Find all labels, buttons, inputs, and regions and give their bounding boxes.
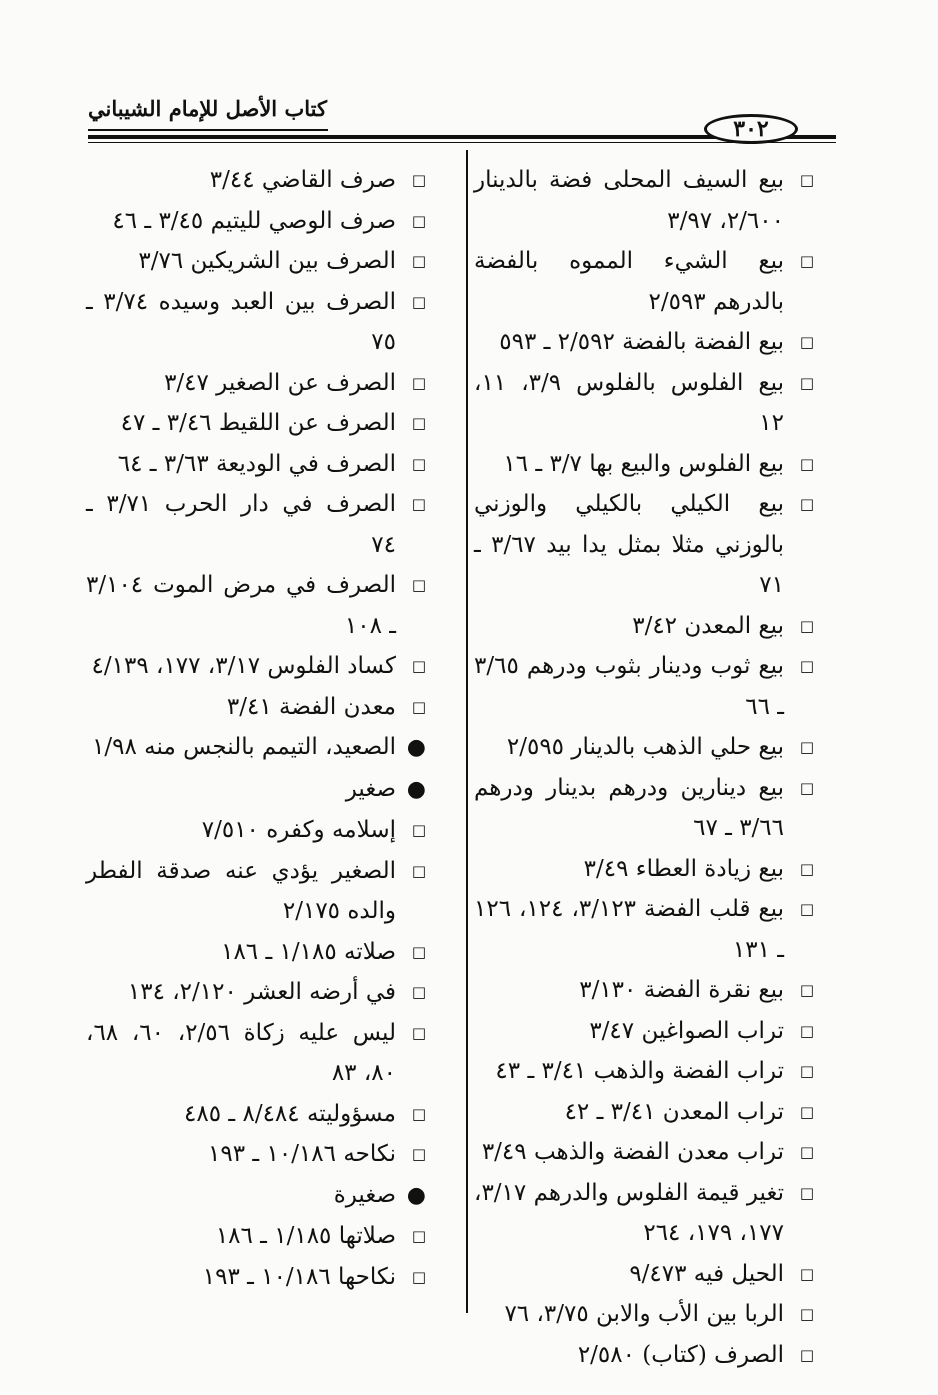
square-bullet-icon: □ — [799, 171, 814, 189]
index-entry — [86, 160, 426, 201]
index-entry-text: صغير — [345, 775, 396, 802]
square-bullet-icon: □ — [411, 942, 426, 961]
index-entry-text: بيع المعدن ٣/٤٢ — [632, 612, 784, 639]
index-column-left — [86, 160, 426, 1297]
square-bullet-icon: □ — [799, 657, 814, 675]
index-entry-text: بيع الفضة بالفضة ٢/٥٩٢ ـ ٥٩٣ — [499, 329, 784, 355]
index-entry — [86, 646, 426, 687]
column-divider — [466, 150, 468, 1313]
index-entry-text: بيع السيف المحلى فضة بالدينار ٢/٦٠٠، ٣/٩٧ — [474, 167, 784, 234]
index-entry-text: الصرف في مرض الموت ٣/١٠٤ ـ ١٠٨ — [86, 572, 396, 639]
index-entry — [474, 1335, 814, 1376]
square-bullet-icon: □ — [799, 859, 814, 878]
index-entry — [474, 646, 814, 727]
index-entry-text: نكاحها ١٠/١٨٦ ـ ١٩٣ — [202, 1263, 396, 1290]
square-bullet-icon: □ — [799, 1062, 814, 1080]
index-entry — [474, 241, 814, 322]
index-entry — [86, 282, 426, 363]
index-entry-text: مسؤوليته ٨/٤٨٤ ـ ٤٨٥ — [184, 1100, 396, 1127]
index-entry — [86, 484, 426, 565]
index-entry-text: صرف الوصي لليتيم ٣/٤٥ ـ ٤٦ — [112, 207, 396, 234]
index-entry-text: الصرف في دار الحرب ٣/٧١ ـ ٧٤ — [86, 491, 396, 558]
index-entry-text: صلاتها ١/١٨٥ ـ ١٨٦ — [215, 1223, 396, 1249]
square-bullet-icon: □ — [799, 252, 814, 270]
title-underline — [88, 129, 328, 131]
index-entry-text: بيع الكيلي بالكيلي والوزني بالوزني مثلا بمثل يدا بيد ٣/٦٧ ـ ٧١ — [474, 491, 784, 598]
index-entry — [86, 1175, 426, 1217]
square-bullet-icon: □ — [799, 1305, 814, 1323]
index-entry — [86, 727, 426, 769]
square-bullet-icon: □ — [411, 414, 426, 432]
square-bullet-icon: □ — [799, 495, 814, 513]
index-entry-text: بيع زيادة العطاء ٣/٤٩ — [583, 855, 784, 882]
index-entry-text: بيع الفلوس والبيع بها ٣/٧ ـ ١٦ — [503, 450, 784, 477]
index-entry — [474, 889, 814, 970]
square-bullet-icon: □ — [411, 252, 426, 270]
square-bullet-icon: □ — [411, 576, 426, 594]
index-entry — [474, 849, 814, 890]
square-bullet-icon: □ — [411, 1267, 426, 1286]
square-bullet-icon: □ — [799, 981, 814, 999]
index-entry — [86, 403, 426, 444]
square-bullet-icon: □ — [411, 373, 426, 392]
index-entry-text: تراب المعدن ٣/٤١ ـ ٤٢ — [564, 1098, 784, 1125]
index-entry — [86, 932, 426, 973]
index-entry-text: الصرف عن اللقيط ٣/٤٦ ـ ٤٧ — [120, 410, 396, 436]
index-entry — [474, 727, 814, 768]
page-number: ٣٠٢ — [733, 116, 769, 142]
index-entry — [474, 322, 814, 363]
square-bullet-icon: □ — [411, 1023, 427, 1042]
index-entry — [86, 972, 426, 1013]
index-entry-text: نكاحه ١٠/١٨٦ ـ ١٩٣ — [208, 1141, 396, 1167]
bullet-icon: ● — [406, 1182, 426, 1208]
index-entry-text: صغيرة — [333, 1181, 396, 1208]
square-bullet-icon: □ — [799, 454, 814, 473]
bullet-icon: ● — [406, 776, 426, 802]
index-entry — [474, 1051, 814, 1092]
bullet-icon: ● — [406, 735, 426, 760]
index-entry-text: بيع ثوب ودينار بثوب ودرهم ٣/٦٥ ـ ٦٦ — [474, 653, 784, 720]
index-entry-text: الربا بين الأب والابن ٣/٧٥، ٧٦ — [504, 1301, 784, 1327]
index-entry-text: الصعيد، التيمم بالنجس منه ١/٩٨ — [92, 734, 396, 760]
index-entry — [474, 363, 814, 444]
index-entry-text: تراب الفضة والذهب ٣/٤١ ـ ٤٣ — [495, 1058, 784, 1084]
index-entry-text: بيع الفلوس بالفلوس ٣/٩، ١١، ١٢ — [474, 369, 785, 436]
index-entry — [86, 241, 426, 282]
index-entry-text: الصرف بين العبد وسيده ٣/٧٤ ـ ٧٥ — [86, 288, 396, 355]
square-bullet-icon: □ — [411, 495, 426, 513]
index-entry — [86, 565, 426, 646]
index-entry-text: إسلامه وكفره ٧/٥١٠ — [201, 817, 396, 843]
square-bullet-icon: □ — [799, 778, 814, 797]
index-entry-text: الصرف في الوديعة ٣/٦٣ ـ ٦٤ — [117, 450, 396, 477]
index-entry-text: الحيل فيه ٩/٤٧٣ — [629, 1260, 784, 1287]
square-bullet-icon: □ — [799, 1102, 814, 1121]
index-entry-text: معدن الفضة ٣/٤١ — [226, 693, 396, 720]
header-rule-thin — [88, 142, 836, 143]
square-bullet-icon: □ — [411, 861, 426, 880]
index-entry — [86, 1134, 426, 1175]
index-entry-text: بيع دينارين ودرهم بدينار ودرهم ٣/٦٦ ـ ٦٧ — [474, 774, 784, 841]
square-bullet-icon: □ — [411, 983, 426, 1001]
square-bullet-icon: □ — [799, 616, 814, 635]
index-entry — [86, 363, 426, 404]
book-title: كتاب الأصل للإمام الشيباني — [88, 96, 327, 121]
index-entry-text: صلاته ١/١٨٥ ـ ١٨٦ — [221, 938, 396, 965]
index-entry — [474, 1173, 814, 1254]
square-bullet-icon: □ — [411, 211, 426, 230]
square-bullet-icon: □ — [411, 821, 426, 839]
index-entry — [474, 1294, 814, 1335]
index-entry-text: الصغير يؤدي عنه صدقة الفطر والده ٢/١٧٥ — [86, 857, 396, 924]
square-bullet-icon: □ — [411, 454, 426, 473]
index-entry — [86, 1013, 426, 1094]
square-bullet-icon: □ — [799, 333, 814, 351]
index-entry-text: بيع الشيء المموه بالفضة بالدرهم ٢/٥٩٣ — [474, 248, 784, 315]
index-entry — [474, 160, 814, 241]
index-entry — [86, 1094, 426, 1135]
index-entry-text: تراب الصواغين ٣/٤٧ — [589, 1017, 784, 1044]
index-entry — [86, 810, 426, 851]
square-bullet-icon: □ — [411, 657, 426, 675]
index-entry — [474, 484, 814, 606]
square-bullet-icon: □ — [799, 738, 814, 756]
square-bullet-icon: □ — [799, 1143, 814, 1161]
index-entry — [86, 444, 426, 485]
square-bullet-icon: □ — [799, 900, 814, 918]
square-bullet-icon: □ — [411, 1104, 426, 1123]
square-bullet-icon: □ — [411, 697, 426, 716]
index-entry — [86, 1216, 426, 1257]
square-bullet-icon: □ — [411, 1145, 426, 1163]
square-bullet-icon: □ — [799, 1264, 814, 1283]
index-entry-text: بيع نقرة الفضة ٣/١٣٠ — [579, 977, 784, 1003]
index-entry-text: بيع قلب الفضة ٣/١٢٣، ١٢٤، ١٢٦ ـ ١٣١ — [474, 896, 784, 963]
square-bullet-icon: □ — [411, 1227, 426, 1245]
index-entry-text: صرف القاضي ٣/٤٤ — [209, 167, 396, 193]
square-bullet-icon: □ — [411, 171, 426, 189]
index-entry — [474, 1132, 814, 1173]
index-entry — [86, 769, 426, 811]
index-entry-text: تراب معدن الفضة والذهب ٣/٤٩ — [481, 1139, 784, 1165]
index-entry-text: الصرف عن الصغير ٣/٤٧ — [164, 369, 396, 396]
index-column-right — [474, 160, 814, 1375]
index-entry-text: في أرضه العشر ٢/١٢٠، ١٣٤ — [127, 979, 396, 1005]
square-bullet-icon: □ — [799, 373, 815, 392]
index-entry-text: الصرف (كتاب) ٢/٥٨٠ — [577, 1341, 784, 1368]
index-entry — [474, 1011, 814, 1052]
index-entry-text: بيع حلي الذهب بالدينار ٢/٥٩٥ — [506, 734, 784, 760]
index-entry — [474, 444, 814, 485]
page-number-oval — [704, 114, 798, 144]
square-bullet-icon: □ — [799, 1021, 814, 1040]
index-entry — [474, 768, 814, 849]
index-entry-text: الصرف بين الشريكين ٣/٧٦ — [138, 248, 396, 274]
index-entry-text: ليس عليه زكاة ٢/٥٦، ٦٠، ٦٨، ٨٠، ٨٣ — [86, 1019, 397, 1086]
page-header — [88, 92, 836, 152]
index-entry — [474, 606, 814, 647]
index-entry-text: تغير قيمة الفلوس والدرهم ٣/١٧، ١٧٧، ١٧٩، ٢٦٤ — [474, 1179, 784, 1246]
index-entry — [86, 201, 426, 242]
index-entry — [86, 1257, 426, 1298]
index-entry-text: كساد الفلوس ٣/١٧، ١٧٧، ٤/١٣٩ — [91, 653, 396, 679]
index-entry — [474, 1254, 814, 1295]
square-bullet-icon: □ — [799, 1183, 814, 1202]
square-bullet-icon: □ — [411, 292, 426, 311]
index-entry — [86, 687, 426, 728]
index-entry — [474, 970, 814, 1011]
square-bullet-icon: □ — [799, 1345, 814, 1364]
index-entry — [474, 1092, 814, 1133]
index-entry — [86, 851, 426, 932]
